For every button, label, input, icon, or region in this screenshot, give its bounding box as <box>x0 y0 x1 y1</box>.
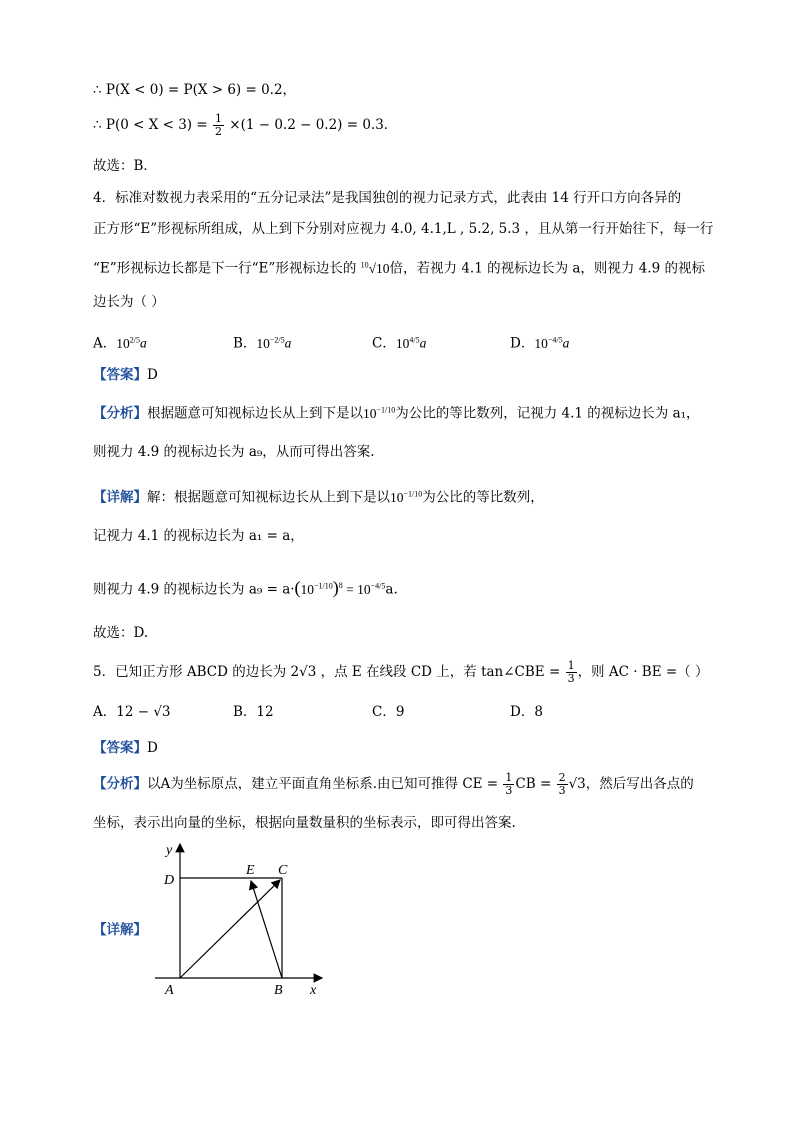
q4-detail-3: 则视力 4.9 的视标边长为 $a_9 = a\cdot(10^{-1/10})^8 = 10^{-4/5}a$. <box>93 577 398 598</box>
q5-analysis-1: 【分析】以A为坐标原点，建立平面直角坐标系.由已知可推得 CE = $\frac{1}{3}$ CB = $\frac{2}{3}$ √3，然后写出各点的 <box>93 771 694 797</box>
q4-option-d[interactable]: D．$10^{-4/5}a$ <box>510 335 570 352</box>
q4-option-a[interactable]: A．$10^{2/5}a$ <box>93 335 147 352</box>
q4-answer: 【答案】D <box>93 367 158 383</box>
label-d: D <box>164 873 175 888</box>
coordinate-figure <box>150 838 350 1008</box>
q4-line-3: “E”形视标边长都是下一行“E”形视标边长的 $^{10}$√10倍，若视力 4.1 的视标边长为 a，则视力 4.9 的视标 <box>93 260 705 277</box>
q4-option-c[interactable]: C．$10^{4/5}a$ <box>372 335 427 352</box>
q4-analysis-1: 【分析】根据题意可知视标边长从上到下是以$10^{-1/10}$为公比的等比数列，记视力 4.1 的视标边长为 a₁， <box>93 405 700 422</box>
vector-be <box>251 881 282 978</box>
q4-line-2: 正方形“E”形视标所组成，从上到下分别对应视力 4.0, 4.1,L , 5.2, 5.3 ，且从第一行开始往下，每一行 <box>93 221 714 237</box>
solution-line-1: ∴ P(X < 0) = P(X > 6) = 0.2， <box>93 82 297 98</box>
q4-detail-1: 【详解】解：根据题意可知视标边长从上到下是以$10^{-1/10}$为公比的等比数列， <box>93 489 544 506</box>
q5-line-1: 5．已知正方形 ABCD 的边长为 2√3 ，点 E 在线段 CD 上，若 tan∠CBE = $\frac{1}{3}$ ，则 AC · BE =（ ） <box>93 659 709 685</box>
label-a: A <box>165 983 174 998</box>
label-y: y <box>166 843 173 858</box>
vector-ac <box>180 880 280 978</box>
q4-analysis-2: 则视力 4.9 的视标边长为 a₉，从而可得出答案. <box>93 444 375 460</box>
solution-line-2: ∴ P(0 < X < 3) = $\frac{1}{2}$ ×(1 − 0.2 − 0.2) = 0.3． <box>93 112 398 138</box>
q5-detail-tag: 【详解】 <box>93 922 147 938</box>
q5-analysis-2: 坐标，表示出向量的坐标，根据向量数量积的坐标表示，即可得出答案. <box>93 815 516 831</box>
select-line-3: 故选：B． <box>93 158 157 174</box>
q5-answer: 【答案】D <box>93 740 158 756</box>
fraction-half: $\frac{1}{2}$ <box>214 112 222 138</box>
q5-option-b[interactable]: B．12 <box>233 704 274 720</box>
q5-option-c[interactable]: C．9 <box>372 704 405 720</box>
q5-option-d[interactable]: D．8 <box>510 704 543 720</box>
q4-option-b[interactable]: B．$10^{-2/5}a$ <box>233 335 292 352</box>
q4-select: 故选：D. <box>93 625 149 641</box>
label-x: x <box>310 983 317 998</box>
q4-line-4: 边长为（ ） <box>93 294 165 310</box>
label-c: C <box>278 863 288 878</box>
label-e: E <box>246 863 255 878</box>
q4-detail-2: 记视力 4.1 的视标边长为 a₁ = a， <box>93 528 304 544</box>
tenth-root-ten: $^{10}$√10 <box>360 260 390 276</box>
q4-line-1: 4．标准对数视力表采用的“五分记录法”是我国独创的视力记录方式，此表由 14 行开口方向各异的 <box>93 190 682 206</box>
label-b: B <box>274 983 283 998</box>
q5-option-a[interactable]: A．12 − √3 <box>93 704 171 720</box>
